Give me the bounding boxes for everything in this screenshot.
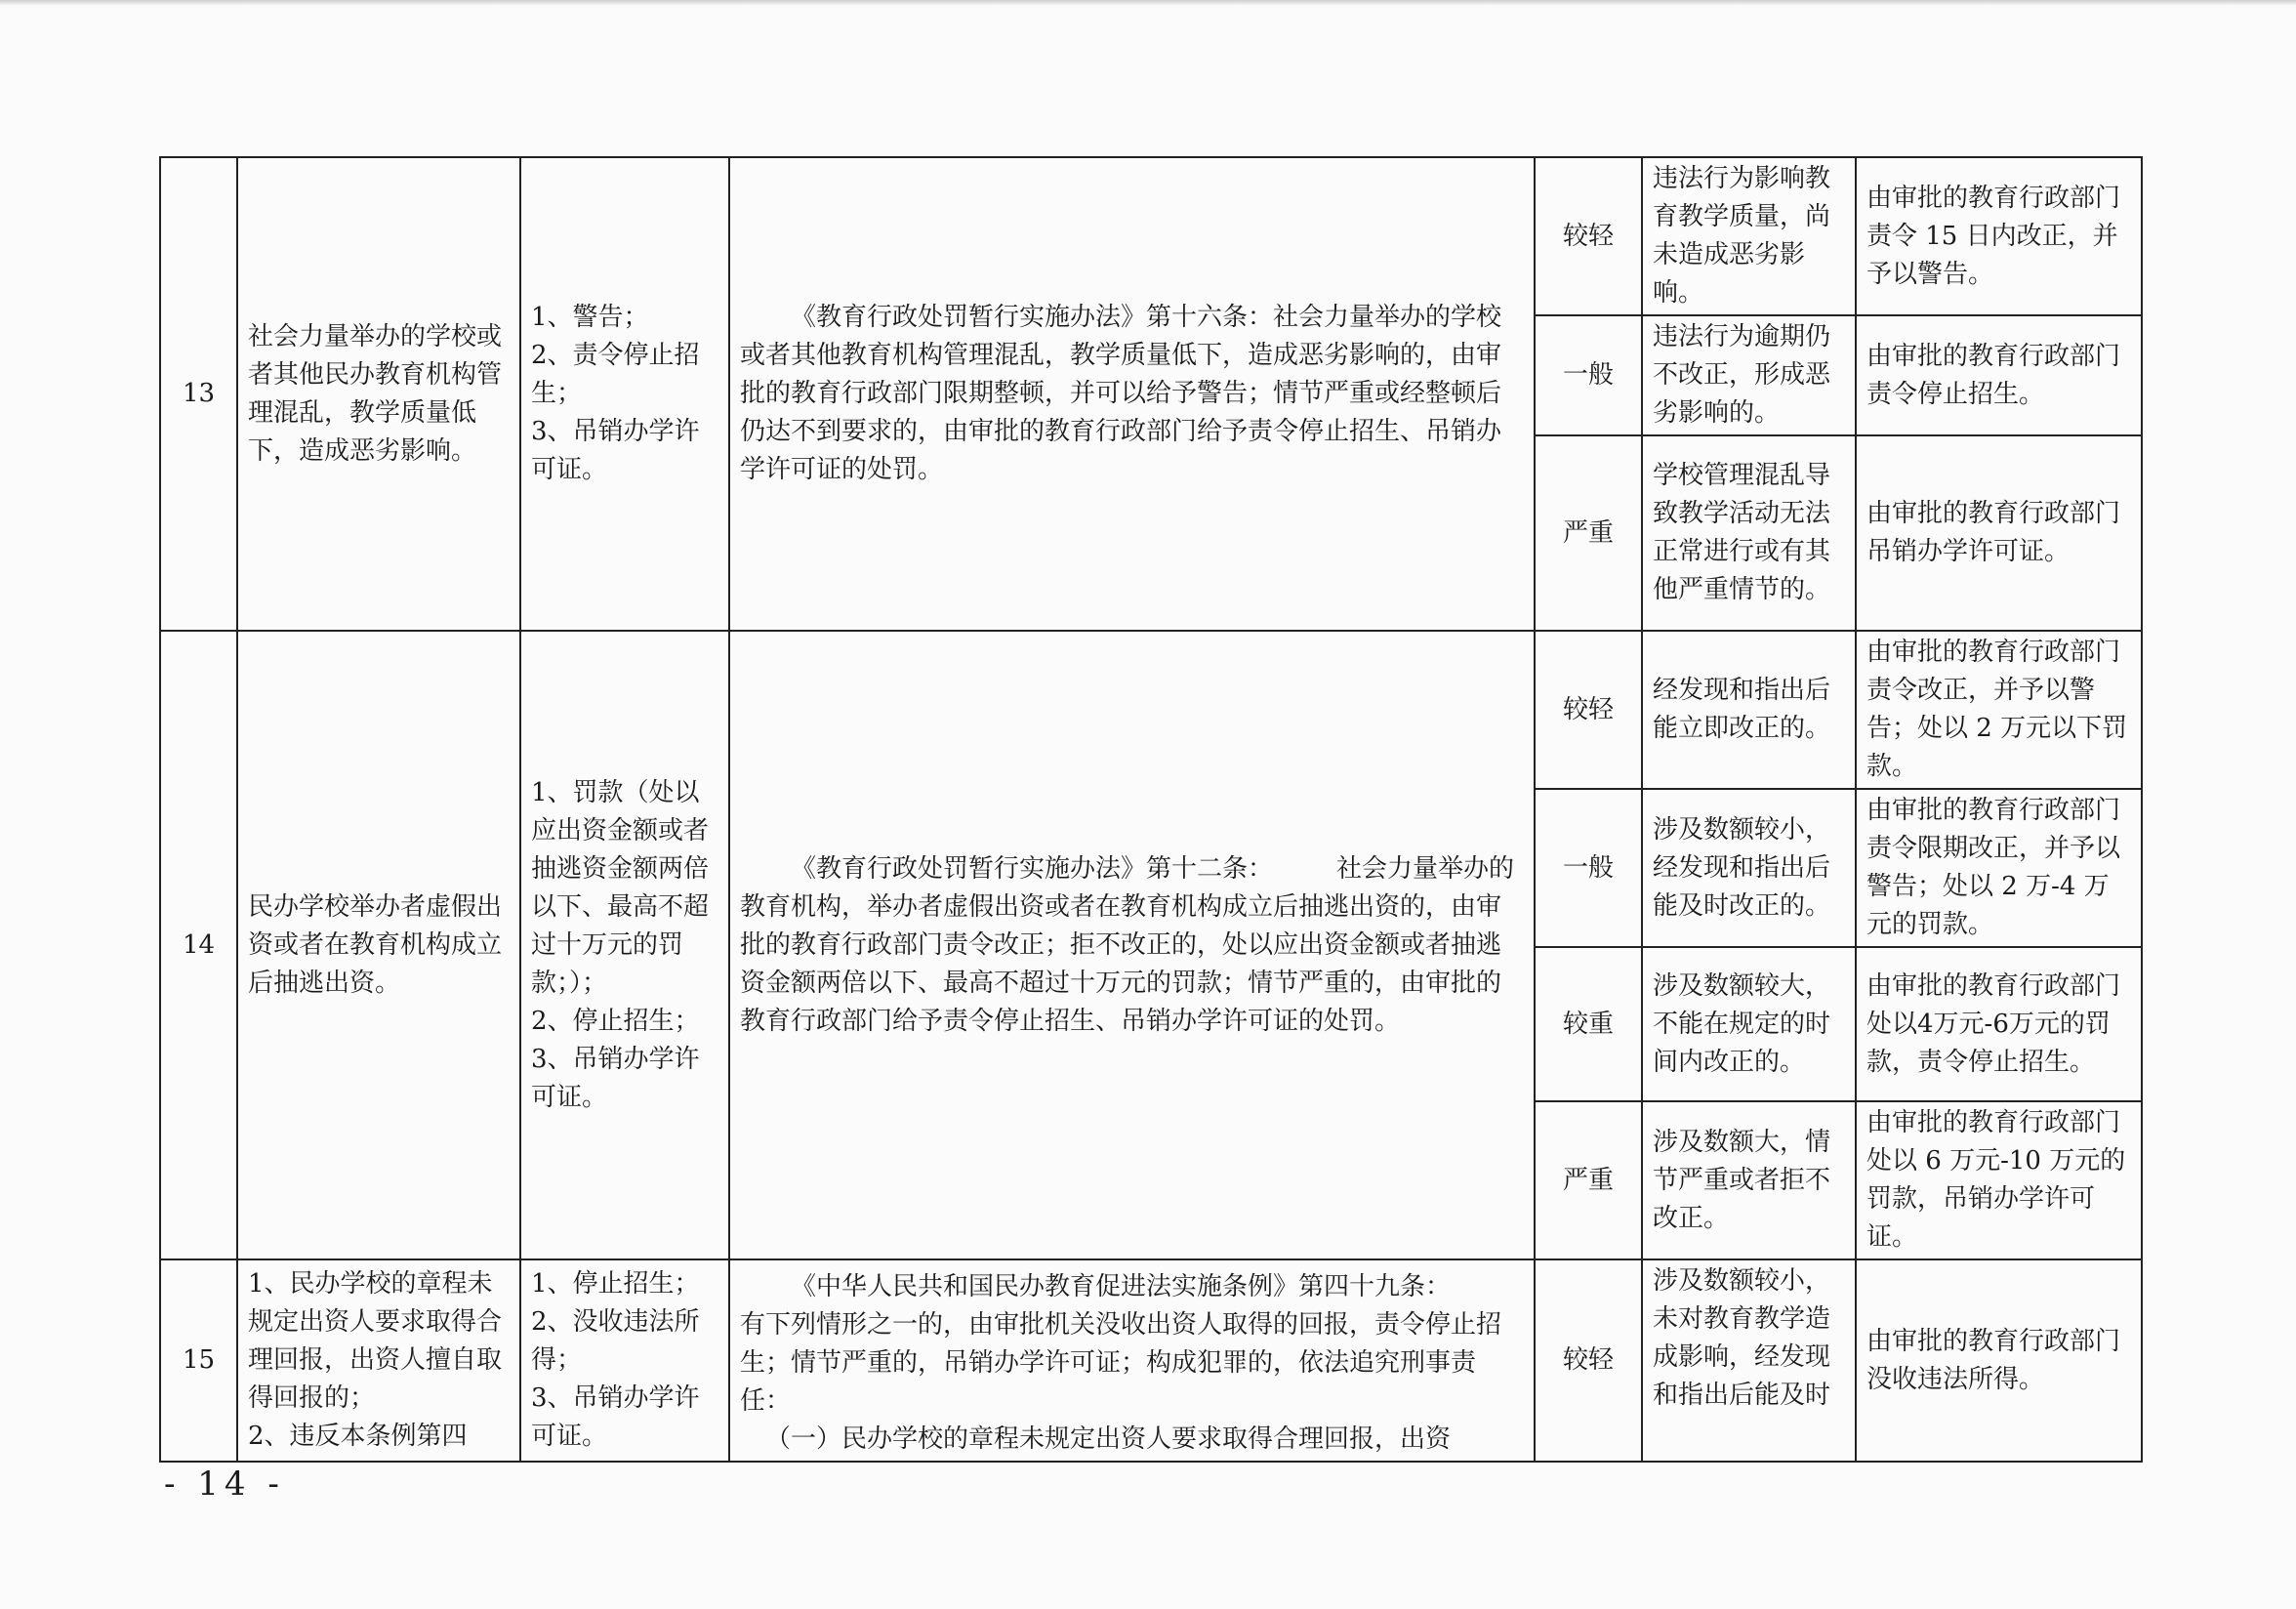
legal-basis-body: 有下列情形之一的，由审批机关没收出资人取得的回报，责令停止招生；情节严重的，吊销办学许可证；构成犯罪的，依法追究刑事责任：: [740, 1310, 1502, 1416]
penalty-standard: 由审批的教育行政部门没收违法所得。: [1856, 1259, 2142, 1462]
severity-level: 较轻: [1535, 157, 1642, 315]
severity-level: 较轻: [1535, 631, 1642, 789]
penalty-standard: 由审批的教育行政部门责令 15 日内改正，并予以警告。: [1856, 157, 2142, 315]
table-row: [160, 631, 2142, 789]
legal-basis: 《教育行政处罚暂行实施办法》第十六条：社会力量举办的学校或者其他教育机构管理混乱，教学质量低下，造成恶劣影响的，由审批的教育行政部门限期整顿，并可以给予警告；情节严重或经整顿后仍达不到要求的，由审批的教育行政部门给予责令停止招生、吊销办学许可证的处罚。: [729, 157, 1535, 631]
circumstance: 学校管理混乱导致教学活动无法正常进行或有其他严重情节的。: [1642, 435, 1856, 631]
severity-level: 较重: [1535, 947, 1642, 1101]
item-number: 14: [160, 631, 237, 1259]
penalty-standard: 由审批的教育行政部门吊销办学许可证。: [1856, 435, 2142, 631]
circumstance: 涉及数额较小，经发现和指出后能及时改正的。: [1642, 789, 1856, 947]
circumstance: 涉及数额较小，未对教育教学造成影响，经发现和指出后能及时: [1642, 1259, 1856, 1462]
penalty-standard: 由审批的教育行政部门处以 6 万元-10 万元的罚款，吊销办学许可证。: [1856, 1101, 2142, 1259]
penalty-measures: [520, 631, 729, 1259]
legal-basis: [729, 1259, 1535, 1462]
severity-level: 严重: [1535, 1101, 1642, 1259]
penalty-standard: 由审批的教育行政部门责令停止招生。: [1856, 315, 2142, 435]
violation-behavior: [237, 1259, 520, 1462]
violation-behavior-text: 1、民办学校的章程未规定出资人要求取得合理回报，出资人擅自取得回报的； 2、违反本条例第四: [248, 1269, 503, 1451]
legal-basis: 《教育行政处罚暂行实施办法》第十二条： 社会力量举办的教育机构，举办者虚假出资或者在教育机构成立后抽逃出资的，由审批的教育行政部门责令改正；拒不改正的，处以应出资金额或者抽逃资金额两倍以下、最高不超过十万元的罚款；情节严重的，由审批的教育行政部门给予责令停止招生、吊销办学许可证的处罚。: [729, 631, 1535, 1259]
legal-basis-item: （一）民办学校的章程未规定出资人要求取得合理回报，出资: [765, 1424, 1452, 1454]
penalty-standard: 由审批的教育行政部门责令限期改正，并予以警告；处以 2 万-4 万元的罚款。: [1856, 789, 2142, 947]
severity-level: 一般: [1535, 315, 1642, 435]
penalty-standards-table: [159, 156, 2143, 1463]
penalty-measures: [520, 157, 729, 631]
item-number: 13: [160, 157, 237, 631]
violation-behavior: 社会力量举办的学校或者其他民办教育机构管理混乱，教学质量低下，造成恶劣影响。: [237, 157, 520, 631]
penalty-standard: 由审批的教育行政部门责令改正，并予以警告；处以 2 万元以下罚款。: [1856, 631, 2142, 789]
page-number: - 14 -: [164, 1465, 285, 1504]
circumstance: 经发现和指出后能立即改正的。: [1642, 631, 1856, 789]
item-number: 15: [160, 1259, 237, 1462]
severity-level: 严重: [1535, 435, 1642, 631]
severity-level: 一般: [1535, 789, 1642, 947]
circumstance: 涉及数额较大，不能在规定的时间内改正的。: [1642, 947, 1856, 1101]
scan-top-edge: [0, 0, 2296, 6]
table-row: [160, 157, 2142, 315]
penalty-measures-text: 1、罚款（处以应出资金额或者抽逃资金额两倍以下、最高不超过十万元的罚款；）； 2、停止招生； 3、吊销办学许可证。: [531, 777, 710, 1112]
penalty-measures-text: 1、警告； 2、责令停止招生； 3、吊销办学许可证。: [531, 303, 700, 484]
circumstance: 违法行为影响教育教学质量，尚未造成恶劣影响。: [1642, 157, 1856, 315]
penalty-standard: 由审批的教育行政部门处以4万元-6万元的罚款，责令停止招生。: [1856, 947, 2142, 1101]
legal-basis-heading: 《中华人民共和国民办教育促进法实施条例》第四十九条：: [791, 1272, 1452, 1301]
table-row: [160, 1259, 2142, 1462]
penalty-measures-text: 1、停止招生； 2、没收违法所得； 3、吊销办学许可证。: [531, 1269, 700, 1451]
violation-behavior: 民办学校举办者虚假出资或者在教育机构成立后抽逃出资。: [237, 631, 520, 1259]
circumstance: 违法行为逾期仍不改正，形成恶劣影响的。: [1642, 315, 1856, 435]
severity-level: 较轻: [1535, 1259, 1642, 1462]
circumstance: 涉及数额大，情节严重或者拒不改正。: [1642, 1101, 1856, 1259]
penalty-measures: [520, 1259, 729, 1462]
